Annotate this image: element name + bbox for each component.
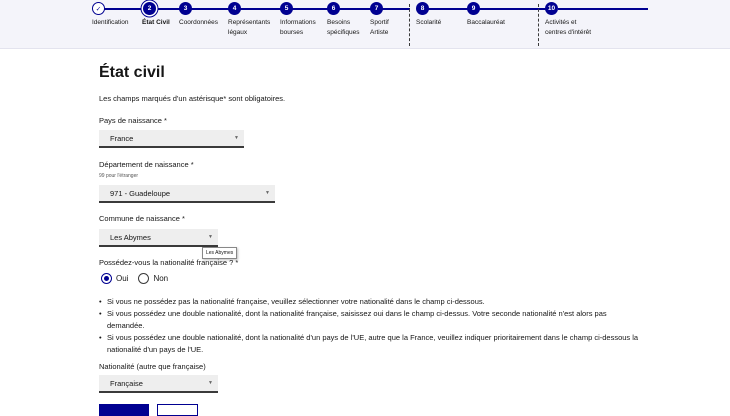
step-number: 8: [416, 2, 429, 15]
radio-oui-label[interactable]: Oui: [116, 273, 129, 283]
step-number: 7: [370, 2, 383, 15]
step-number: 4: [228, 2, 241, 15]
department-value: 971 - Guadeloupe: [110, 189, 171, 198]
chevron-down-icon: ▼: [234, 135, 239, 141]
department-label: Département de naissance *: [99, 160, 194, 169]
secondary-button[interactable]: [157, 404, 198, 416]
nationality-label: Nationalité (autre que française): [99, 362, 206, 371]
nationality-instructions: [99, 296, 639, 356]
chevron-down-icon: ▼: [208, 380, 213, 386]
nationality-radio-group: [101, 271, 178, 285]
radio-oui[interactable]: [101, 273, 112, 284]
step-label: État Civil: [142, 19, 170, 26]
country-select[interactable]: [99, 130, 244, 148]
commune-label: Commune de naissance *: [99, 214, 185, 223]
stepper-track: [423, 8, 553, 10]
progress-stepper: [0, 0, 730, 49]
step-label: Identification: [92, 19, 129, 26]
list-item: • Si vous possédez une double nationalité, dont la nationalité française, saisissez oui dans le champ ci-dessus. Votre seconde nationalité n'est alors pas demandée.: [99, 308, 639, 332]
list-item: • Si vous possédez une double nationalité, dont la nationalité d'un pays de l'UE, autre que la France, veuillez indiquer prioritairement dans le champ ci-dessous la nationalité d'un pays de l'UE.: [99, 332, 639, 356]
country-value: France: [110, 134, 134, 143]
step-label: Baccalauréat: [467, 19, 505, 26]
list-item: • Si vous ne possédez pas la nationalité française, veuillez sélectionner votre nationalité dans le champ ci-dessous.: [99, 296, 639, 308]
step-label: Sportif Artiste: [370, 19, 389, 36]
chevron-down-icon: ▼: [265, 190, 270, 196]
step-label: Coordonnées: [179, 19, 219, 26]
step-label: Représentants légaux: [228, 19, 271, 36]
step-divider: [409, 4, 410, 46]
stepper-track: [558, 8, 648, 10]
step-label: Activités et centres d'intérêt: [545, 19, 592, 36]
step-number: 6: [327, 2, 340, 15]
chevron-down-icon: ▼: [208, 234, 213, 240]
commune-value: Les Abymes: [110, 233, 151, 242]
step-number: 2: [143, 2, 156, 15]
step-number: 3: [179, 2, 192, 15]
step-label: Besoins spécifiques: [327, 19, 360, 36]
department-select[interactable]: [99, 185, 275, 203]
step-number: 5: [280, 2, 293, 15]
primary-button[interactable]: [99, 404, 149, 416]
nationality-select[interactable]: [99, 375, 218, 393]
required-fields-note: Les champs marqués d'un astérisque* sont obligatoires.: [99, 94, 286, 103]
country-label: Pays de naissance *: [99, 116, 167, 125]
check-icon: ✓: [92, 2, 105, 15]
page-title: État civil: [99, 64, 165, 81]
nationality-value: Française: [110, 379, 143, 388]
commune-tooltip: Les Abymes: [202, 247, 237, 259]
step-divider: [538, 4, 539, 46]
radio-selected-dot: [104, 276, 109, 281]
step-number: 10: [545, 2, 558, 15]
department-hint: 99 pour l'étranger: [99, 173, 139, 179]
nationality-question-label: Possédez-vous la nationalité française ? *: [99, 258, 239, 267]
radio-non-label[interactable]: Non: [153, 273, 169, 283]
radio-non[interactable]: [138, 273, 149, 284]
step-label: Scolarité: [416, 19, 442, 26]
step-label: Informations bourses: [280, 19, 316, 36]
step-number: 9: [467, 2, 480, 15]
commune-select[interactable]: [99, 229, 218, 247]
